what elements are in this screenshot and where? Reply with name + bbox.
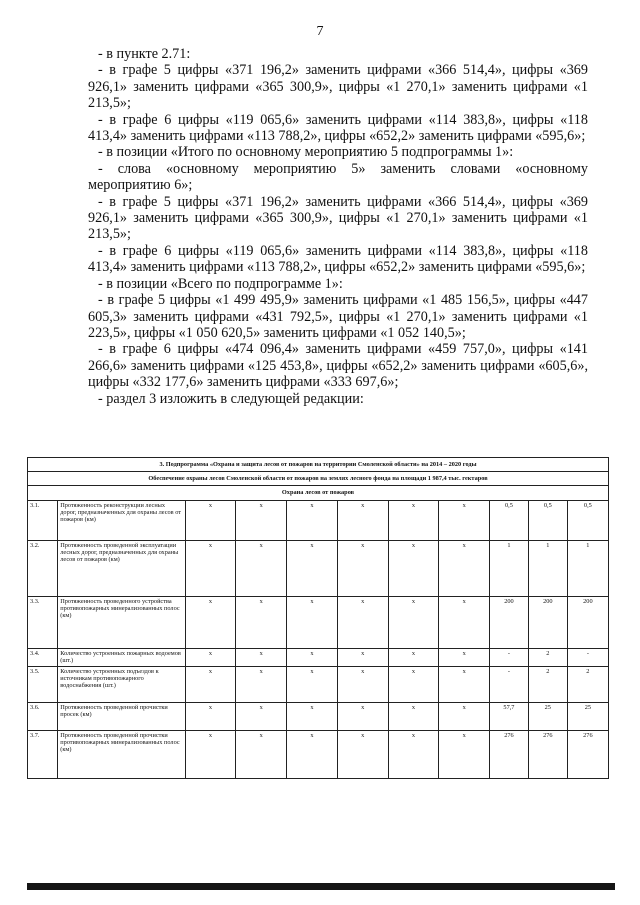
value-cell: 0,5 xyxy=(567,500,608,540)
row-number: 3.1. xyxy=(28,500,58,540)
table-row xyxy=(28,730,609,778)
value-cell: 276 xyxy=(567,730,608,778)
table-row xyxy=(28,648,609,666)
empty-mark-cell: х xyxy=(236,702,287,730)
value-cell: 1 xyxy=(528,540,567,596)
paragraph: - в графе 6 цифры «119 065,6» заменить цифрами «114 383,8», цифры «118 413,4» заменить цифрами «113 788,2», цифры «652,2» заменить цифрами «595,6»; xyxy=(88,111,588,145)
value-cell: 25 xyxy=(567,702,608,730)
indicator-name: Протяженность проведенной эксплуатации лесных дорог, предназначенных для охраны лесов от пожаров (км) xyxy=(58,540,185,596)
empty-mark-cell: х xyxy=(185,540,236,596)
empty-mark-cell: х xyxy=(236,500,287,540)
row-number: 3.7. xyxy=(28,730,58,778)
empty-mark-cell: х xyxy=(439,500,490,540)
empty-mark-cell: х xyxy=(388,666,439,702)
empty-mark-cell: х xyxy=(185,596,236,648)
paragraph: - в графе 6 цифры «474 096,4» заменить цифрами «459 757,0», цифры «141 266,6» заменить цифрами «125 453,8», цифры «652,2» заменить цифрами «605,6», цифры «332 177,6» заменить цифрами «333 697,6»; xyxy=(88,341,588,391)
empty-mark-cell: х xyxy=(287,540,338,596)
empty-mark-cell: х xyxy=(236,596,287,648)
empty-mark-cell: х xyxy=(236,730,287,778)
paragraph: - в позиции «Итого по основному мероприятию 5 подпрограммы 1»: xyxy=(98,144,514,161)
empty-mark-cell: х xyxy=(185,730,236,778)
value-cell: 57,7 xyxy=(490,702,529,730)
indicator-name: Протяженность проведенного устройства противопожарных минерализованных полос (км) xyxy=(58,596,185,648)
paragraph: - слова «основному мероприятию 5» заменить словами «основному мероприятию 6»; xyxy=(88,160,588,194)
empty-mark-cell: х xyxy=(185,666,236,702)
paragraph: - в позиции «Всего по подпрограмме 1»: xyxy=(98,275,343,292)
empty-mark-cell: х xyxy=(337,500,388,540)
empty-mark-cell: х xyxy=(236,648,287,666)
subprogram-title: 3. Подпрограмма «Охрана и защита лесов от пожаров на территории Смоленской области» на 2014 – 2020 годы xyxy=(28,458,609,472)
paragraph: - в графе 5 цифры «371 196,2» заменить цифрами «366 514,4», цифры «369 926,1» заменить цифрами «365 300,9», цифры «1 270,1» заменить цифрами «1 213,5»; xyxy=(88,62,588,112)
value-cell: 25 xyxy=(528,702,567,730)
value-cell: 200 xyxy=(567,596,608,648)
goal-title: Обеспечение охраны лесов Смоленской области от пожаров на землях лесного фонда на площади 1 987,4 тыс. гектаров xyxy=(28,472,609,486)
indicator-name: Протяженность проведенной прочистки противопожарных минерализованных полос (км) xyxy=(58,730,185,778)
empty-mark-cell: х xyxy=(287,702,338,730)
empty-mark-cell: х xyxy=(337,596,388,648)
table-row xyxy=(28,500,609,540)
indicator-name: Количество устроенных подъездов к источникам противопожарного водоснабжения (шт.) xyxy=(58,666,185,702)
table-row xyxy=(28,596,609,648)
empty-mark-cell: х xyxy=(388,648,439,666)
program-table xyxy=(27,457,609,779)
empty-mark-cell: х xyxy=(439,596,490,648)
empty-mark-cell: х xyxy=(236,666,287,702)
row-number: 3.4. xyxy=(28,648,58,666)
value-cell: 2 xyxy=(567,666,608,702)
value-cell: 1 xyxy=(567,540,608,596)
empty-mark-cell: х xyxy=(439,702,490,730)
empty-mark-cell: х xyxy=(439,648,490,666)
empty-mark-cell: х xyxy=(185,702,236,730)
value-cell: - xyxy=(490,648,529,666)
row-number: 3.5. xyxy=(28,666,58,702)
empty-mark-cell: х xyxy=(337,702,388,730)
section-title: Охрана лесов от пожаров xyxy=(28,486,609,500)
empty-mark-cell: х xyxy=(388,540,439,596)
bottom-border xyxy=(27,883,615,890)
empty-mark-cell: х xyxy=(287,730,338,778)
empty-mark-cell: х xyxy=(337,540,388,596)
empty-mark-cell: х xyxy=(388,596,439,648)
empty-mark-cell: х xyxy=(236,540,287,596)
empty-mark-cell: х xyxy=(388,500,439,540)
empty-mark-cell: х xyxy=(337,666,388,702)
paragraph: - в пункте 2.71: xyxy=(98,46,191,62)
row-number: 3.2. xyxy=(28,540,58,596)
indicator-name: Протяженность проведенной прочистки просек (км) xyxy=(58,702,185,730)
document-body xyxy=(88,46,588,407)
value-cell: 2 xyxy=(528,648,567,666)
empty-mark-cell: х xyxy=(287,596,338,648)
value-cell: 0,5 xyxy=(528,500,567,540)
paragraph: - в графе 5 цифры «1 499 495,9» заменить цифрами «1 485 156,5», цифры «447 605,3» заменить цифрами «431 792,5», цифры «1 270,1» заменить цифрами «1 223,5», цифры «1 050 620,5» заменить цифрами «1 052 140,5»; xyxy=(88,292,588,341)
value-cell: 200 xyxy=(528,596,567,648)
empty-mark-cell: х xyxy=(439,540,490,596)
table-row xyxy=(28,540,609,596)
empty-mark-cell: х xyxy=(185,648,236,666)
table-header-row xyxy=(28,472,609,486)
value-cell: 1 xyxy=(490,540,529,596)
table-row xyxy=(28,702,609,730)
indicator-name: Протяженность реконструкции лесных дорог, предназначенных для охраны лесов от пожаров (км) xyxy=(58,500,185,540)
paragraph: - раздел 3 изложить в следующей редакции: xyxy=(98,390,364,407)
empty-mark-cell: х xyxy=(439,666,490,702)
empty-mark-cell: х xyxy=(388,702,439,730)
value-cell: 2 xyxy=(528,666,567,702)
value-cell: 276 xyxy=(490,730,529,778)
empty-mark-cell: х xyxy=(287,648,338,666)
row-number: 3.6. xyxy=(28,702,58,730)
row-number: 3.3. xyxy=(28,596,58,648)
value-cell: 0,5 xyxy=(490,500,529,540)
empty-mark-cell: х xyxy=(287,666,338,702)
empty-mark-cell: х xyxy=(337,730,388,778)
paragraph: - в графе 6 цифры «119 065,6» заменить цифрами «114 383,8», цифры «118 413,4» заменить цифрами «113 788,2», цифры «652,2» заменить цифрами «595,6»; xyxy=(88,242,588,276)
page-number: 7 xyxy=(316,24,324,39)
indicator-name: Количество устроенных пожарных водоемов (шт.) xyxy=(58,648,185,666)
empty-mark-cell: х xyxy=(185,500,236,540)
value-cell: 200 xyxy=(490,596,529,648)
empty-mark-cell: х xyxy=(337,648,388,666)
table-header-row xyxy=(28,486,609,500)
paragraph: - в графе 5 цифры «371 196,2» заменить цифрами «366 514,4», цифры «369 926,1» заменить цифрами «365 300,9», цифры «1 270,1» заменить цифрами «1 213,5»; xyxy=(88,193,588,243)
value-cell: 276 xyxy=(528,730,567,778)
empty-mark-cell: х xyxy=(439,730,490,778)
empty-mark-cell: х xyxy=(287,500,338,540)
value-cell: - xyxy=(567,648,608,666)
empty-mark-cell: х xyxy=(388,730,439,778)
value-cell: - xyxy=(490,666,529,702)
table-header-row xyxy=(28,458,609,472)
table-row xyxy=(28,666,609,702)
